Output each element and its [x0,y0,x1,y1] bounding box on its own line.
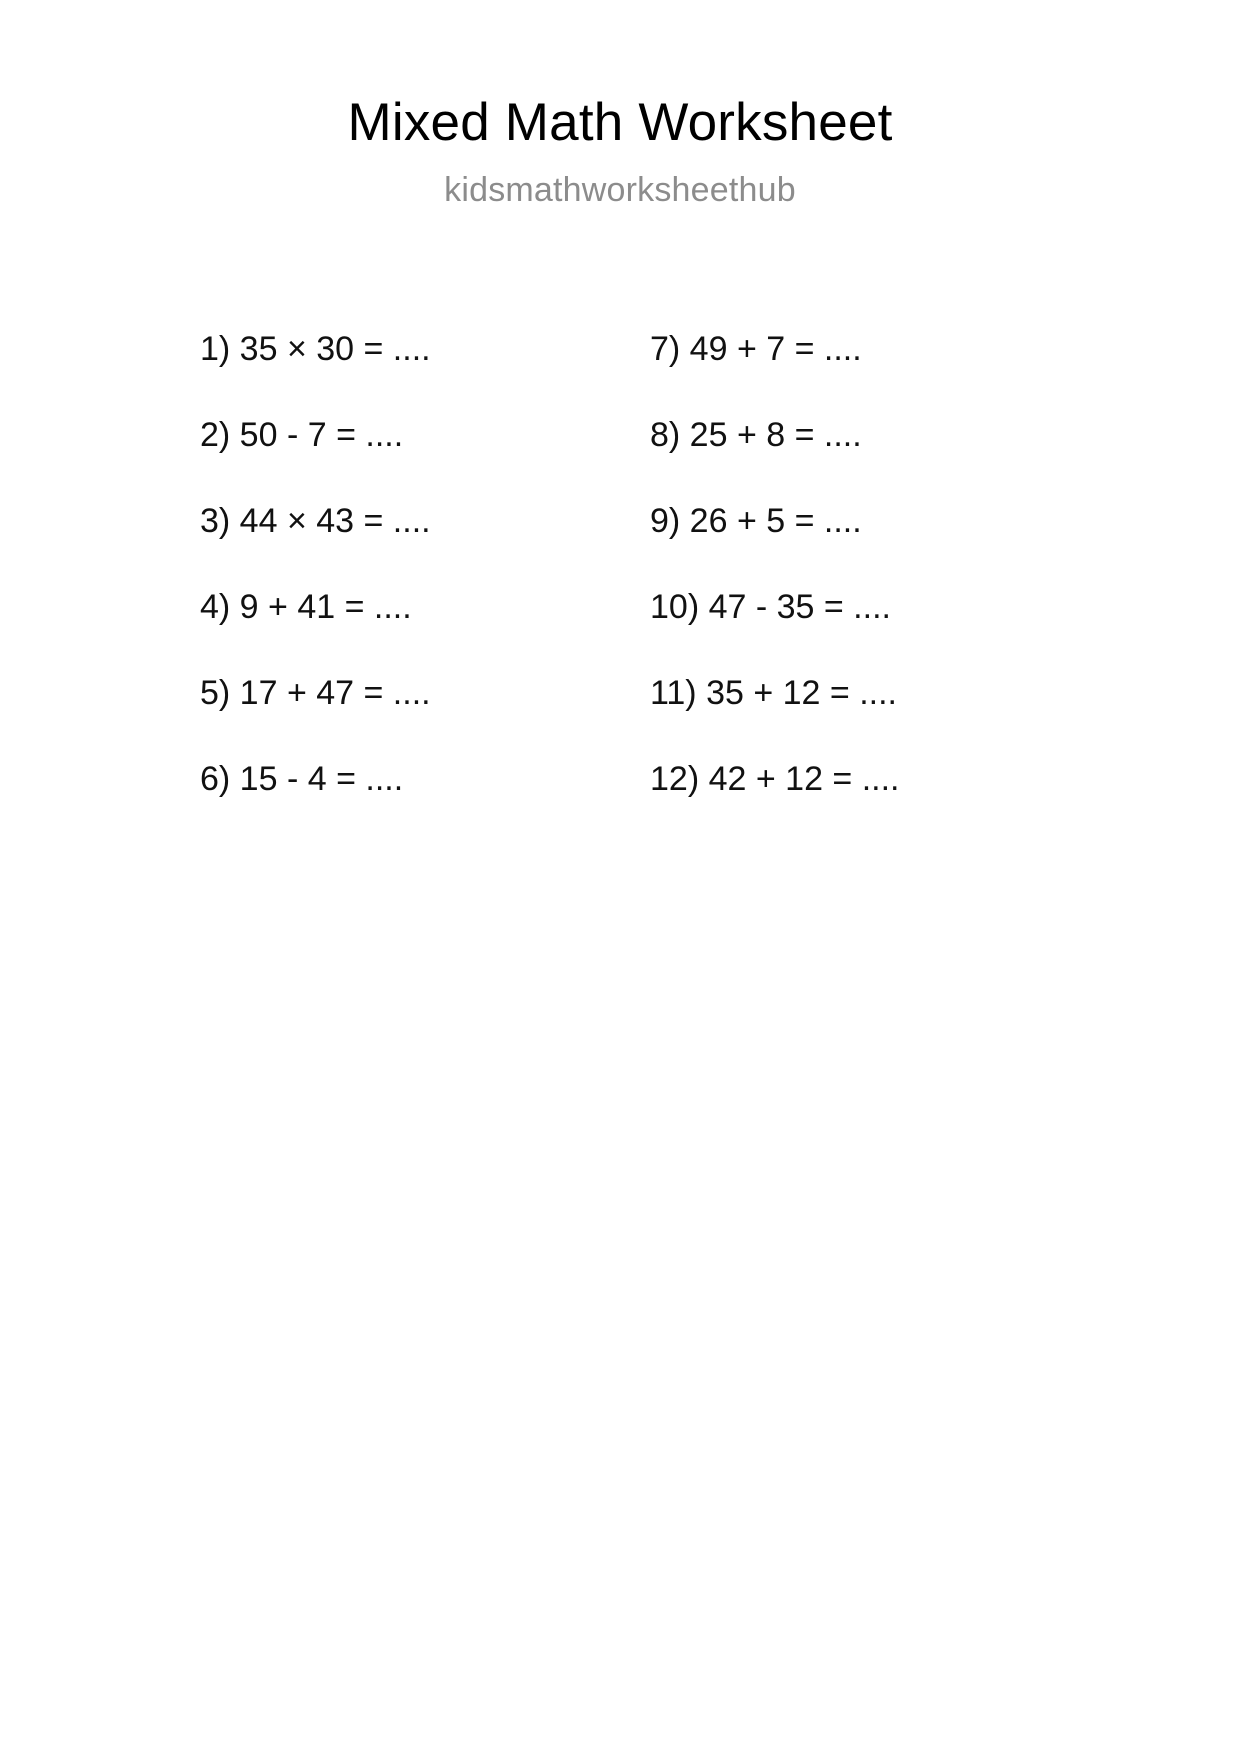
problem-item: 4) 9 + 41 = .... [200,588,412,626]
problem-column-left [200,306,650,822]
problem-item: 5) 17 + 47 = .... [200,674,431,712]
problem-item: 11) 35 + 12 = .... [650,674,897,712]
problem-item: 1) 35 × 30 = .... [200,330,431,368]
problem-item: 2) 50 - 7 = .... [200,416,404,454]
page-title: Mixed Math Worksheet [347,93,893,152]
problem-item: 3) 44 × 43 = .... [200,502,431,540]
problem-item: 6) 15 - 4 = .... [200,760,404,798]
problem-item: 7) 49 + 7 = .... [650,330,862,368]
problem-grid [0,306,1240,822]
problem-item: 12) 42 + 12 = .... [650,760,900,798]
problem-item: 9) 26 + 5 = .... [650,502,862,540]
problem-item: 10) 47 - 35 = .... [650,588,891,626]
problem-column-right [650,306,1100,822]
problem-item: 8) 25 + 8 = .... [650,416,862,454]
page-subtitle: kidsmathworksheethub [444,171,796,209]
